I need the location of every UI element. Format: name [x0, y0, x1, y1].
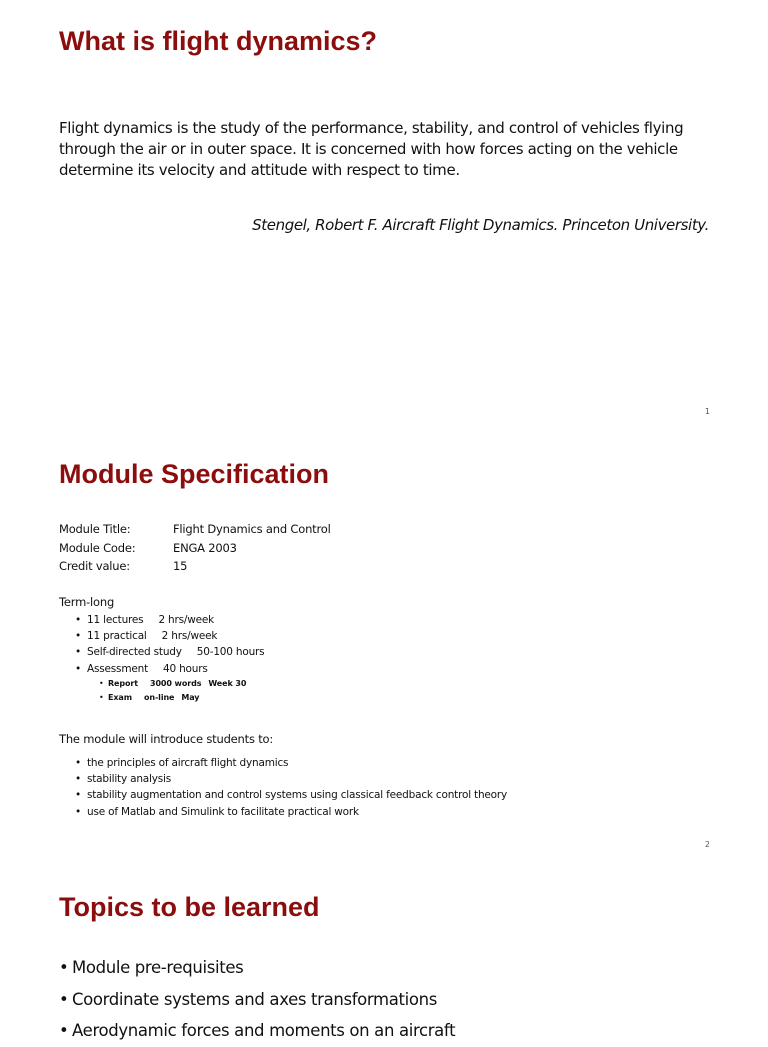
page-number-1: 1 [704, 407, 710, 416]
term-item-value: 50-100 hours [196, 646, 265, 659]
intro-heading: The module will introduce students to: [59, 732, 274, 746]
assessment-when: May [181, 692, 200, 702]
term-item-value: 2 hrs/week [161, 630, 218, 643]
intro-list [75, 755, 507, 820]
spec-value: 15 [173, 559, 188, 573]
slide-2-title: Module Specification [59, 459, 330, 489]
spec-label: Module Code: [59, 540, 136, 555]
term-list [75, 612, 264, 705]
term-item-name: 11 practical [87, 630, 147, 643]
list-item [75, 628, 264, 644]
spec-row-code [59, 539, 331, 558]
module-spec-table [59, 520, 331, 576]
spec-row-title [59, 520, 331, 539]
term-item-name: 11 lectures [87, 614, 144, 626]
list-item: • Coordinate systems and axes transformations [59, 984, 455, 1016]
term-item-name: Self-directed study [87, 646, 182, 659]
list-item [75, 644, 264, 660]
assessment-name: Exam [108, 692, 132, 702]
spec-value: ENGA 2003 [173, 540, 237, 555]
list-item: • Module pre-requisites [59, 952, 455, 984]
assessment-detail: 3000 words [149, 678, 202, 688]
list-item: • use of Matlab and Simulink to facilitate practical work [75, 804, 507, 820]
term-item-value: 40 hours [163, 662, 208, 675]
list-item [99, 691, 264, 705]
list-item [75, 661, 264, 705]
assessment-detail: on-line [143, 692, 175, 702]
assessment-list [87, 677, 264, 705]
list-item: • stability augmentation and control systems using classical feedback control theory [75, 787, 507, 803]
topics-list [59, 952, 455, 1047]
term-item-name: Assessment [87, 662, 148, 675]
list-item [99, 677, 264, 691]
citation: Stengel, Robert F. Aircraft Flight Dynamics. Princeton University. [252, 216, 709, 234]
spec-label: Credit value: [59, 559, 130, 573]
term-item-value: 2 hrs/week [158, 614, 215, 626]
spec-value: Flight Dynamics and Control [173, 522, 331, 536]
term-heading: Term-long [59, 595, 115, 609]
page-number-2: 2 [704, 840, 710, 849]
assessment-name: Report [108, 678, 138, 688]
definition-paragraph: Flight dynamics is the study of the performance, stability, and control of vehicles flying through the air or in outer space. It is concerned with how forces acting on the vehicle determine its velocity and attitude with respect to time. [59, 119, 684, 179]
spec-label: Module Title: [59, 522, 131, 536]
list-item: • Aerodynamic forces and moments on an aircraft [59, 1015, 455, 1047]
list-item: • stability analysis [75, 771, 507, 787]
list-item: • the principles of aircraft flight dynamics [75, 755, 507, 771]
assessment-when: Week 30 [208, 678, 247, 688]
list-item [75, 612, 264, 628]
slide-3-title: Topics to be learned [59, 892, 320, 922]
spec-row-credit [59, 557, 331, 576]
slide-1-title: What is flight dynamics? [59, 26, 378, 56]
